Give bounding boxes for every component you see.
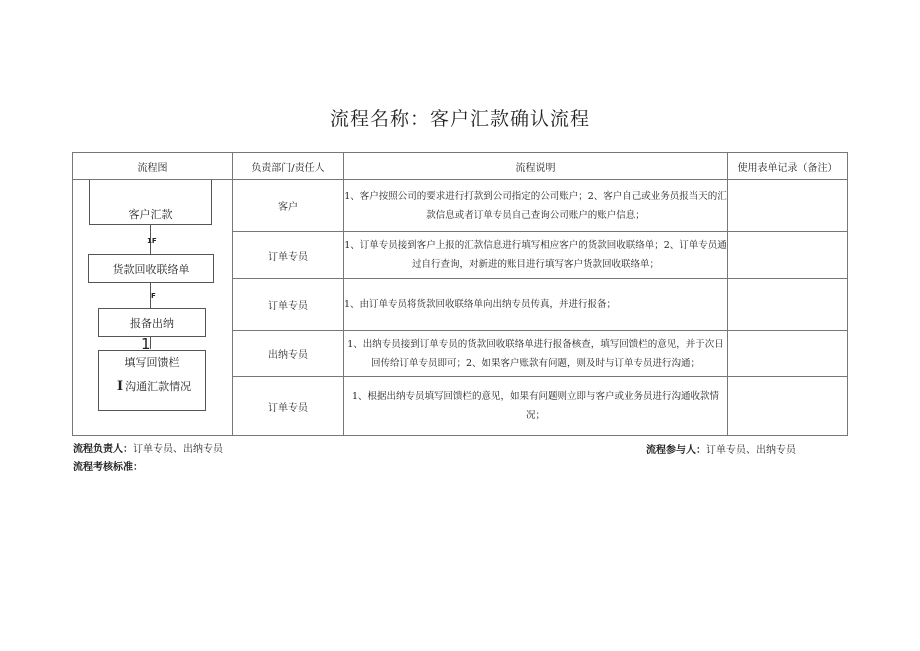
footer-owner-value: 订单专员、出纳专员 <box>133 444 223 455</box>
footer-participant-label: 流程参与人： <box>646 445 706 456</box>
flow-step-report-cashier: 报备出纳 <box>98 308 206 337</box>
flow-step5-text: 沟通汇款情况 <box>125 380 192 393</box>
footer-standard <box>73 458 143 473</box>
footer-owner-label: 流程负责人： <box>73 444 133 455</box>
flow-step-payment-slip: 货款回收联络单 <box>88 254 214 283</box>
table-row <box>73 180 848 232</box>
desc-cell: 1、客户按照公司的要求进行打款到公司指定的公司账户；2、客户自己或业务员报当天的汇款信息或者订单专员自己查询公司账户的账户信息； <box>344 180 728 232</box>
flow-step-communicate <box>99 375 205 399</box>
table-header-row <box>73 153 848 180</box>
note-cell <box>728 377 848 436</box>
note-cell <box>728 180 848 232</box>
footer-owner <box>73 440 223 455</box>
desc-cell: 1、出纳专员接到订单专员的货款回收联络单进行报备核查，填写回馈栏的意见，并于次日回传给订单专员即可；2、如果客户账款有问题，则及时与订单专员进行沟通； <box>344 331 728 377</box>
header-forms: 使用表单记录（备注） <box>728 153 848 180</box>
desc-cell: 1、由订单专员将货款回收联络单向出纳专员传真，并进行报备； <box>344 279 728 331</box>
flow-box-right-edge <box>211 180 212 224</box>
dept-cell: 订单专员 <box>233 377 344 436</box>
page-title: 流程名称：客户汇款确认流程 <box>329 108 590 130</box>
footer-participant <box>646 441 796 456</box>
process-table <box>72 152 848 436</box>
desc-cell: 1、根据出纳专员填写回馈栏的意见，如果有问题则立即与客户或业务员进行沟通收款情况； <box>344 377 728 436</box>
flow-label: F <box>151 292 156 300</box>
header-flowchart: 流程图 <box>73 153 233 180</box>
flow-label: 1F <box>147 237 157 245</box>
dept-cell: 客户 <box>233 180 344 232</box>
flow-step-feedback-box <box>98 350 206 411</box>
note-cell <box>728 279 848 331</box>
note-cell <box>728 331 848 377</box>
footer-participant-value: 订单专员、出纳专员 <box>706 445 796 456</box>
flow-step-fill-feedback: 填写回馈栏 <box>124 356 180 369</box>
flowchart-cell <box>73 180 233 436</box>
dept-cell: 订单专员 <box>233 232 344 279</box>
header-dept: 负责部门/责任人 <box>233 153 344 180</box>
flow-step-customer-remit: 客户汇款 <box>128 208 173 221</box>
flow-number: 1 <box>141 335 151 353</box>
note-cell <box>728 232 848 279</box>
footer-standard-label: 流程考核标准： <box>73 462 143 473</box>
desc-cell: 1、订单专员接到客户上报的汇款信息进行填写相应客户的货款回收联络单；2、订单专员通过自行查询，对新进的账目进行填写客户货款回收联络单； <box>344 232 728 279</box>
dept-cell: 出纳专员 <box>233 331 344 377</box>
flow-step5-mark: I <box>117 379 124 394</box>
header-description: 流程说明 <box>344 153 728 180</box>
dept-cell: 订单专员 <box>233 279 344 331</box>
